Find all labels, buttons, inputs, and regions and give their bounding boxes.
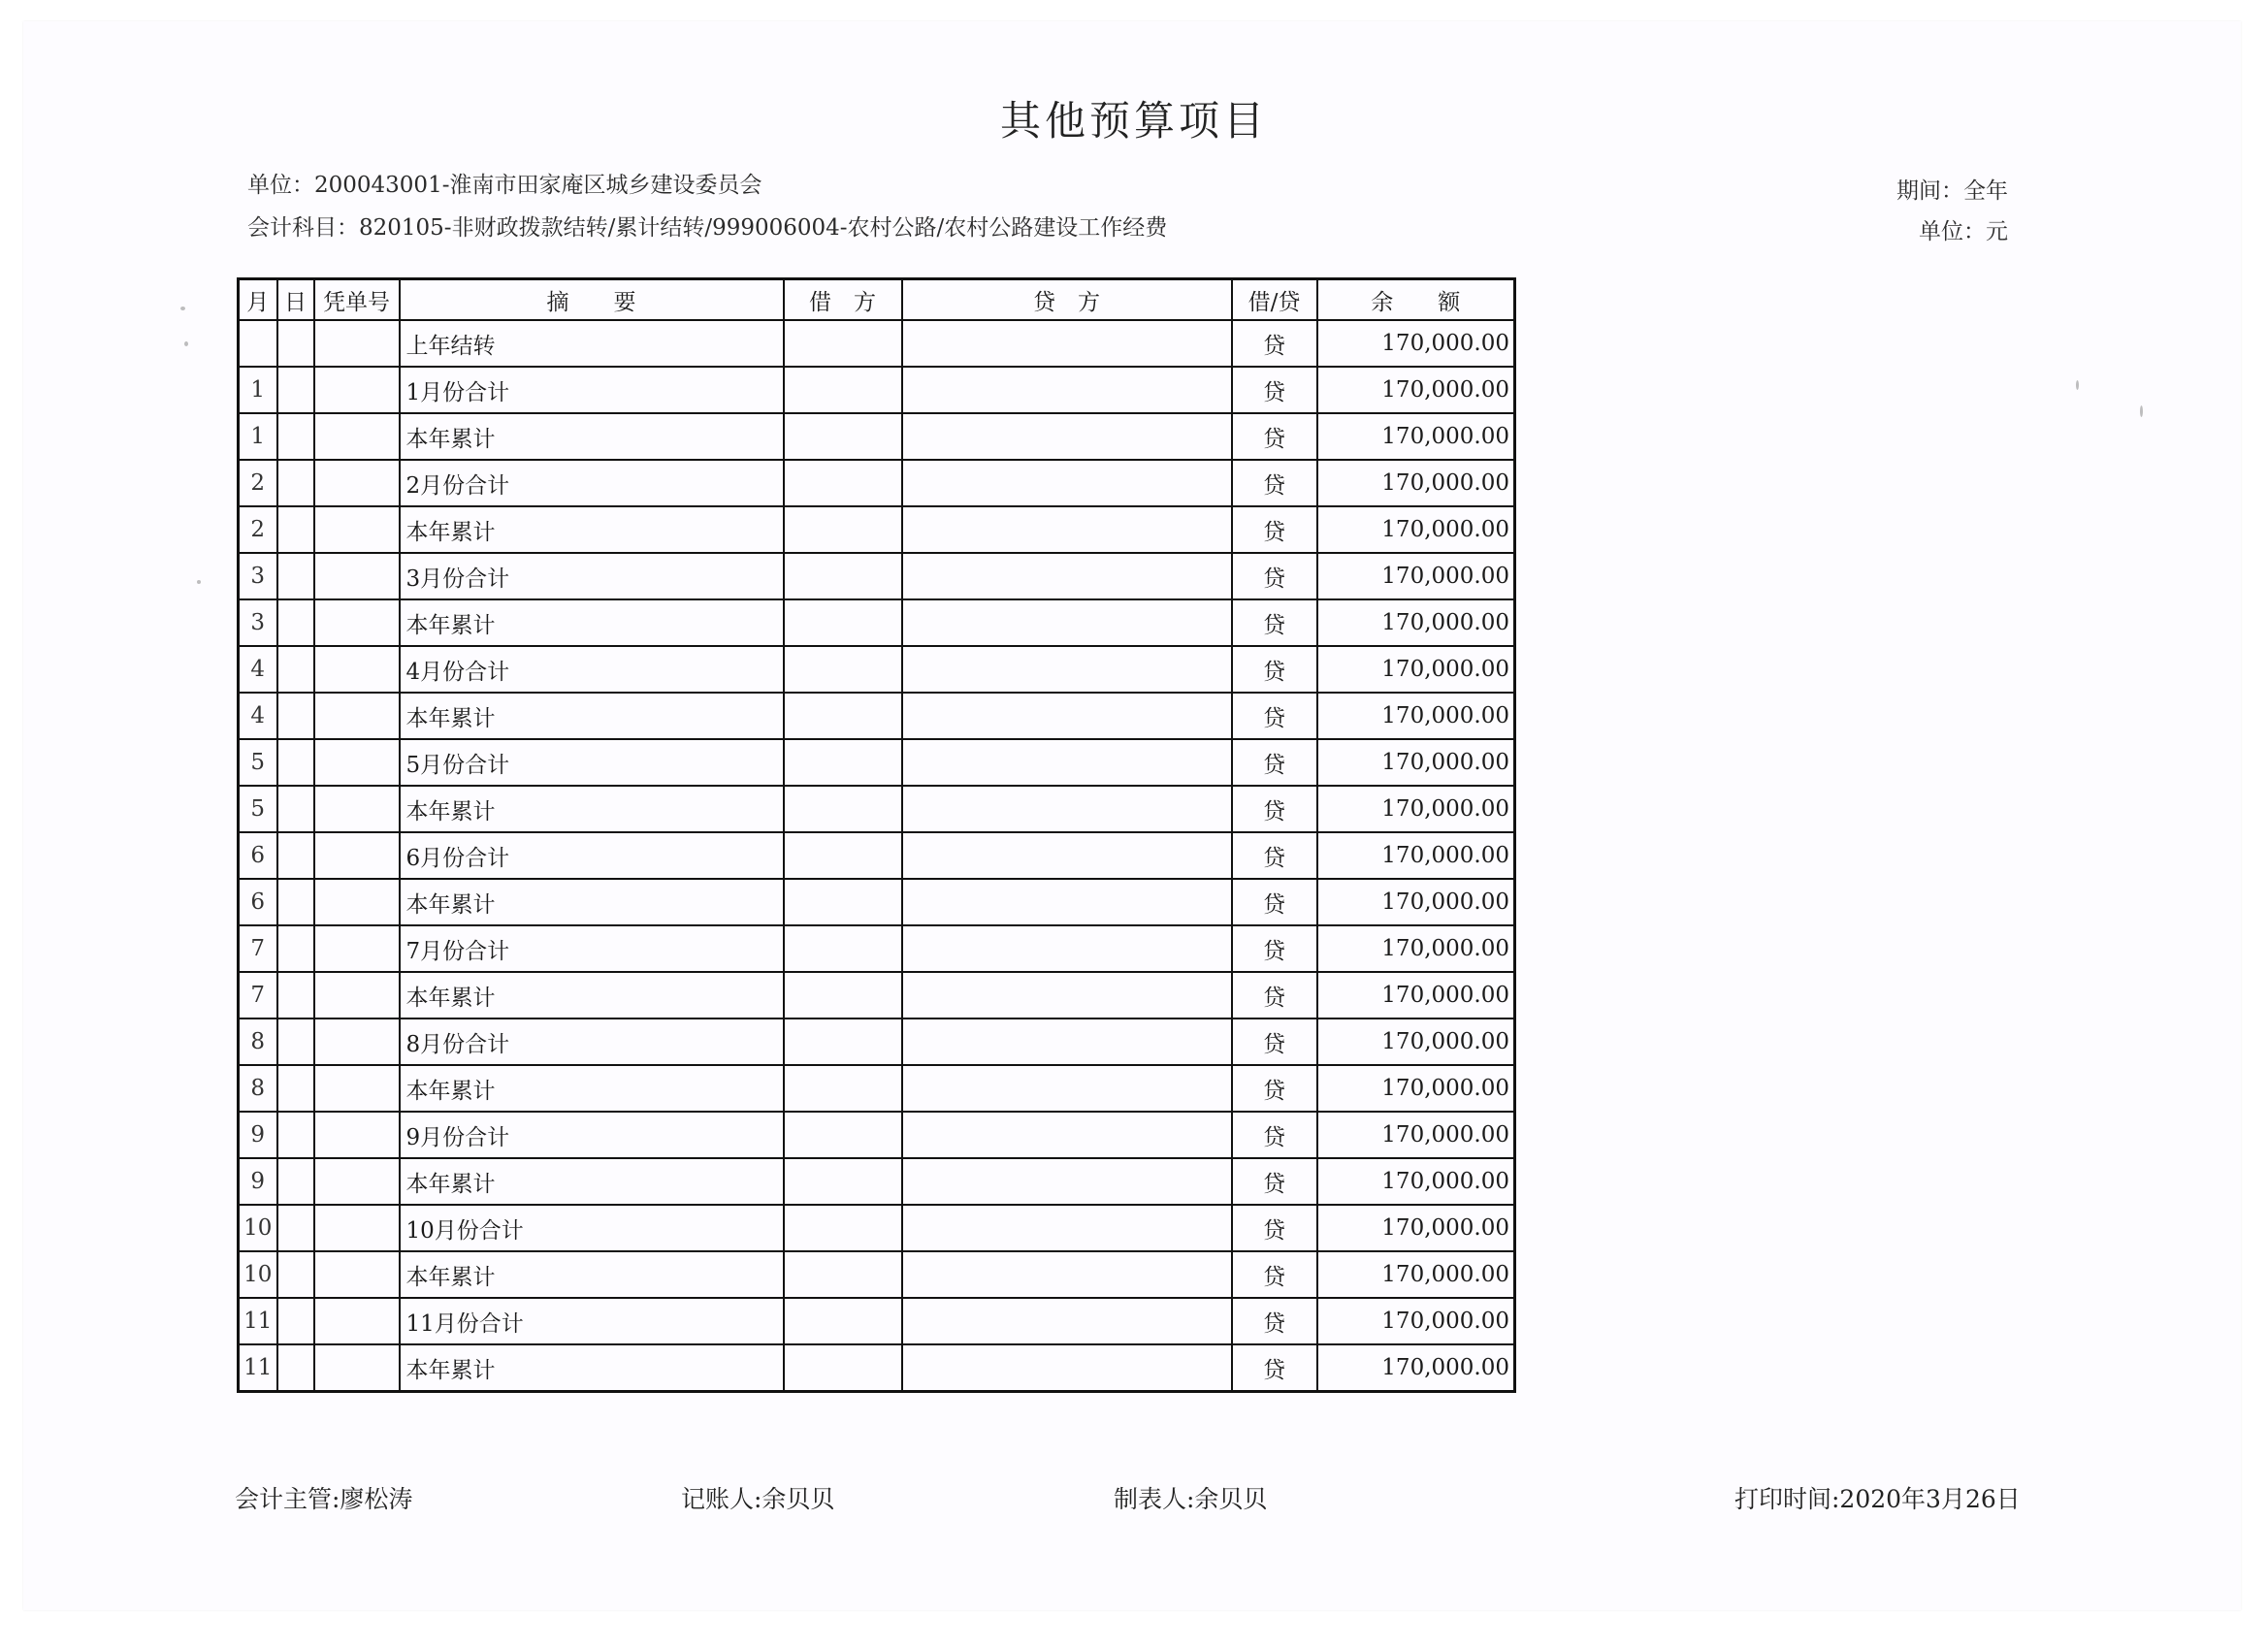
cell-credit [902,1018,1232,1065]
cell-voucher-no [314,1298,400,1344]
cell-day [277,693,314,739]
cell-balance: 170,000.00 [1317,1158,1515,1205]
header-summary: 摘 要 [400,279,784,321]
table-row [239,646,1515,693]
cell-summary: 10月份合计 [400,1205,784,1251]
cell-summary: 本年累计 [400,1065,784,1112]
bookkeeper: 记账人:余贝贝 [681,1485,835,1513]
cell-debit [784,599,902,646]
cell-voucher-no [314,1344,400,1392]
cell-summary: 本年累计 [400,413,784,460]
cell-voucher-no [314,320,400,367]
cell-credit [902,1112,1232,1158]
header-direction: 借/贷 [1232,279,1317,321]
cell-summary: 本年累计 [400,786,784,832]
cell-month: 3 [239,553,277,599]
cell-day [277,599,314,646]
cell-voucher-no [314,693,400,739]
account-subject-line: 会计科目：820105-非财政拨款结转/累计结转/999006004-农村公路/农村公路建设工作经费 [247,215,1168,241]
cell-debit [784,1251,902,1298]
cell-direction: 贷 [1232,1344,1317,1392]
cell-direction: 贷 [1232,925,1317,972]
cell-balance: 170,000.00 [1317,879,1515,925]
cell-balance: 170,000.00 [1317,460,1515,506]
cell-debit [784,693,902,739]
cell-voucher-no [314,786,400,832]
cell-voucher-no [314,460,400,506]
cell-balance: 170,000.00 [1317,367,1515,413]
cell-summary: 3月份合计 [400,553,784,599]
header-credit: 贷 方 [902,279,1232,321]
cell-month: 7 [239,972,277,1018]
cell-month: 2 [239,460,277,506]
cell-direction: 贷 [1232,879,1317,925]
cell-day [277,1065,314,1112]
cell-direction: 贷 [1232,1158,1317,1205]
cell-month: 4 [239,693,277,739]
scan-speck [197,580,201,584]
cell-credit [902,1251,1232,1298]
cell-direction: 贷 [1232,646,1317,693]
cell-summary: 本年累计 [400,506,784,553]
table-header-row [239,279,1515,321]
cell-month: 8 [239,1065,277,1112]
cell-month: 6 [239,832,277,879]
cell-month: 10 [239,1251,277,1298]
cell-voucher-no [314,553,400,599]
cell-balance: 170,000.00 [1317,599,1515,646]
cell-balance: 170,000.00 [1317,739,1515,786]
table-row [239,367,1515,413]
cell-balance: 170,000.00 [1317,1065,1515,1112]
cell-credit [902,832,1232,879]
cell-summary: 本年累计 [400,693,784,739]
table-row [239,972,1515,1018]
accounting-supervisor: 会计主管:廖松涛 [235,1485,413,1513]
cell-debit [784,832,902,879]
cell-day [277,413,314,460]
cell-day [277,646,314,693]
table-row [239,413,1515,460]
cell-credit [902,506,1232,553]
ledger-table [237,277,1516,1393]
cell-credit [902,1065,1232,1112]
cell-debit [784,413,902,460]
cell-summary: 2月份合计 [400,460,784,506]
cell-balance: 170,000.00 [1317,1205,1515,1251]
cell-month: 6 [239,879,277,925]
cell-month: 1 [239,413,277,460]
cell-day [277,1018,314,1065]
cell-credit [902,693,1232,739]
cell-summary: 本年累计 [400,1344,784,1392]
cell-credit [902,1344,1232,1392]
cell-summary: 1月份合计 [400,367,784,413]
cell-day [277,460,314,506]
cell-summary: 4月份合计 [400,646,784,693]
cell-credit [902,1205,1232,1251]
cell-day [277,972,314,1018]
cell-summary: 本年累计 [400,599,784,646]
cell-day [277,786,314,832]
cell-summary: 8月份合计 [400,1018,784,1065]
unit-line: 单位：200043001-淮南市田家庵区城乡建设委员会 [247,173,762,198]
cell-voucher-no [314,1251,400,1298]
cell-debit [784,739,902,786]
cell-direction: 贷 [1232,1251,1317,1298]
cell-summary: 6月份合计 [400,832,784,879]
cell-credit [902,879,1232,925]
cell-voucher-no [314,1018,400,1065]
cell-credit [902,460,1232,506]
scan-speck [2076,380,2079,390]
cell-balance: 170,000.00 [1317,1298,1515,1344]
cell-month: 11 [239,1298,277,1344]
cell-voucher-no [314,832,400,879]
cell-direction: 贷 [1232,1112,1317,1158]
cell-balance: 170,000.00 [1317,786,1515,832]
cell-direction: 贷 [1232,553,1317,599]
cell-balance: 170,000.00 [1317,1018,1515,1065]
period-label: 期间：全年 [1896,178,2008,204]
table-row [239,693,1515,739]
cell-credit [902,553,1232,599]
cell-day [277,320,314,367]
table-row [239,460,1515,506]
cell-credit [902,367,1232,413]
cell-credit [902,1158,1232,1205]
scan-speck [180,307,185,310]
cell-day [277,553,314,599]
cell-voucher-no [314,367,400,413]
cell-day [277,1205,314,1251]
document-title: 其他预算项目 [999,97,1268,145]
cell-balance: 170,000.00 [1317,832,1515,879]
cell-balance: 170,000.00 [1317,925,1515,972]
table-row [239,599,1515,646]
table-row [239,786,1515,832]
cell-direction: 贷 [1232,739,1317,786]
cell-voucher-no [314,1065,400,1112]
cell-summary: 本年累计 [400,972,784,1018]
cell-debit [784,1158,902,1205]
header-balance: 余 额 [1317,279,1515,321]
cell-direction: 贷 [1232,1205,1317,1251]
cell-credit [902,972,1232,1018]
cell-debit [784,320,902,367]
cell-balance: 170,000.00 [1317,413,1515,460]
cell-summary: 上年结转 [400,320,784,367]
cell-month: 10 [239,1205,277,1251]
header-voucher-no: 凭单号 [314,279,400,321]
cell-direction: 贷 [1232,972,1317,1018]
cell-direction: 贷 [1232,1298,1317,1344]
cell-credit [902,739,1232,786]
table-row [239,320,1515,367]
currency-unit-label: 单位：元 [1919,219,2008,244]
cell-month: 2 [239,506,277,553]
cell-credit [902,786,1232,832]
cell-day [277,367,314,413]
cell-direction: 贷 [1232,1018,1317,1065]
cell-day [277,1112,314,1158]
cell-direction: 贷 [1232,599,1317,646]
cell-balance: 170,000.00 [1317,693,1515,739]
scan-speck [2140,405,2143,417]
cell-summary: 5月份合计 [400,739,784,786]
cell-month: 9 [239,1112,277,1158]
cell-direction: 贷 [1232,832,1317,879]
cell-day [277,1158,314,1205]
cell-direction: 贷 [1232,413,1317,460]
cell-debit [784,1344,902,1392]
cell-voucher-no [314,506,400,553]
cell-direction: 贷 [1232,1065,1317,1112]
table-row [239,1205,1515,1251]
cell-summary: 7月份合计 [400,925,784,972]
cell-direction: 贷 [1232,367,1317,413]
cell-debit [784,553,902,599]
cell-debit [784,879,902,925]
table-row [239,1344,1515,1392]
cell-month: 8 [239,1018,277,1065]
cell-month: 11 [239,1344,277,1392]
cell-credit [902,1298,1232,1344]
cell-voucher-no [314,413,400,460]
cell-balance: 170,000.00 [1317,1112,1515,1158]
cell-voucher-no [314,879,400,925]
table-row [239,1251,1515,1298]
cell-voucher-no [314,739,400,786]
cell-debit [784,972,902,1018]
cell-voucher-no [314,646,400,693]
cell-voucher-no [314,972,400,1018]
cell-credit [902,925,1232,972]
cell-balance: 170,000.00 [1317,646,1515,693]
cell-balance: 170,000.00 [1317,972,1515,1018]
table-row [239,832,1515,879]
cell-direction: 贷 [1232,506,1317,553]
cell-day [277,1344,314,1392]
ledger-body [239,320,1515,1392]
cell-balance: 170,000.00 [1317,506,1515,553]
cell-credit [902,413,1232,460]
cell-day [277,832,314,879]
cell-day [277,1298,314,1344]
cell-day [277,739,314,786]
cell-summary: 本年累计 [400,1251,784,1298]
cell-month: 7 [239,925,277,972]
table-row [239,1018,1515,1065]
table-row [239,506,1515,553]
cell-balance: 170,000.00 [1317,553,1515,599]
cell-day [277,879,314,925]
header-day: 日 [277,279,314,321]
cell-debit [784,1298,902,1344]
table-row [239,739,1515,786]
table-row [239,553,1515,599]
table-row [239,879,1515,925]
cell-day [277,1251,314,1298]
header-month: 月 [239,279,277,321]
cell-debit [784,460,902,506]
cell-summary: 本年累计 [400,879,784,925]
cell-debit [784,1065,902,1112]
cell-direction: 贷 [1232,460,1317,506]
cell-credit [902,646,1232,693]
cell-credit [902,599,1232,646]
cell-month: 4 [239,646,277,693]
table-preparer: 制表人:余贝贝 [1114,1485,1268,1513]
cell-summary: 11月份合计 [400,1298,784,1344]
table-row [239,1065,1515,1112]
cell-summary: 9月份合计 [400,1112,784,1158]
header-debit: 借 方 [784,279,902,321]
cell-debit [784,1205,902,1251]
table-row [239,1298,1515,1344]
cell-debit [784,367,902,413]
cell-voucher-no [314,925,400,972]
cell-voucher-no [314,1112,400,1158]
cell-debit [784,925,902,972]
cell-debit [784,786,902,832]
table-row [239,1158,1515,1205]
cell-direction: 贷 [1232,693,1317,739]
cell-month: 1 [239,367,277,413]
cell-debit [784,646,902,693]
print-time: 打印时间:2020年3月26日 [1734,1485,2021,1513]
cell-balance: 170,000.00 [1317,1251,1515,1298]
cell-day [277,925,314,972]
cell-debit [784,1112,902,1158]
cell-balance: 170,000.00 [1317,1344,1515,1392]
cell-summary: 本年累计 [400,1158,784,1205]
cell-month: 9 [239,1158,277,1205]
cell-debit [784,506,902,553]
cell-month: 5 [239,739,277,786]
cell-balance: 170,000.00 [1317,320,1515,367]
cell-month: 3 [239,599,277,646]
cell-day [277,506,314,553]
cell-month [239,320,277,367]
table-row [239,1112,1515,1158]
cell-direction: 贷 [1232,320,1317,367]
cell-voucher-no [314,1205,400,1251]
cell-voucher-no [314,1158,400,1205]
cell-credit [902,320,1232,367]
scan-speck [184,341,188,346]
cell-month: 5 [239,786,277,832]
cell-direction: 贷 [1232,786,1317,832]
cell-voucher-no [314,599,400,646]
table-row [239,925,1515,972]
cell-debit [784,1018,902,1065]
